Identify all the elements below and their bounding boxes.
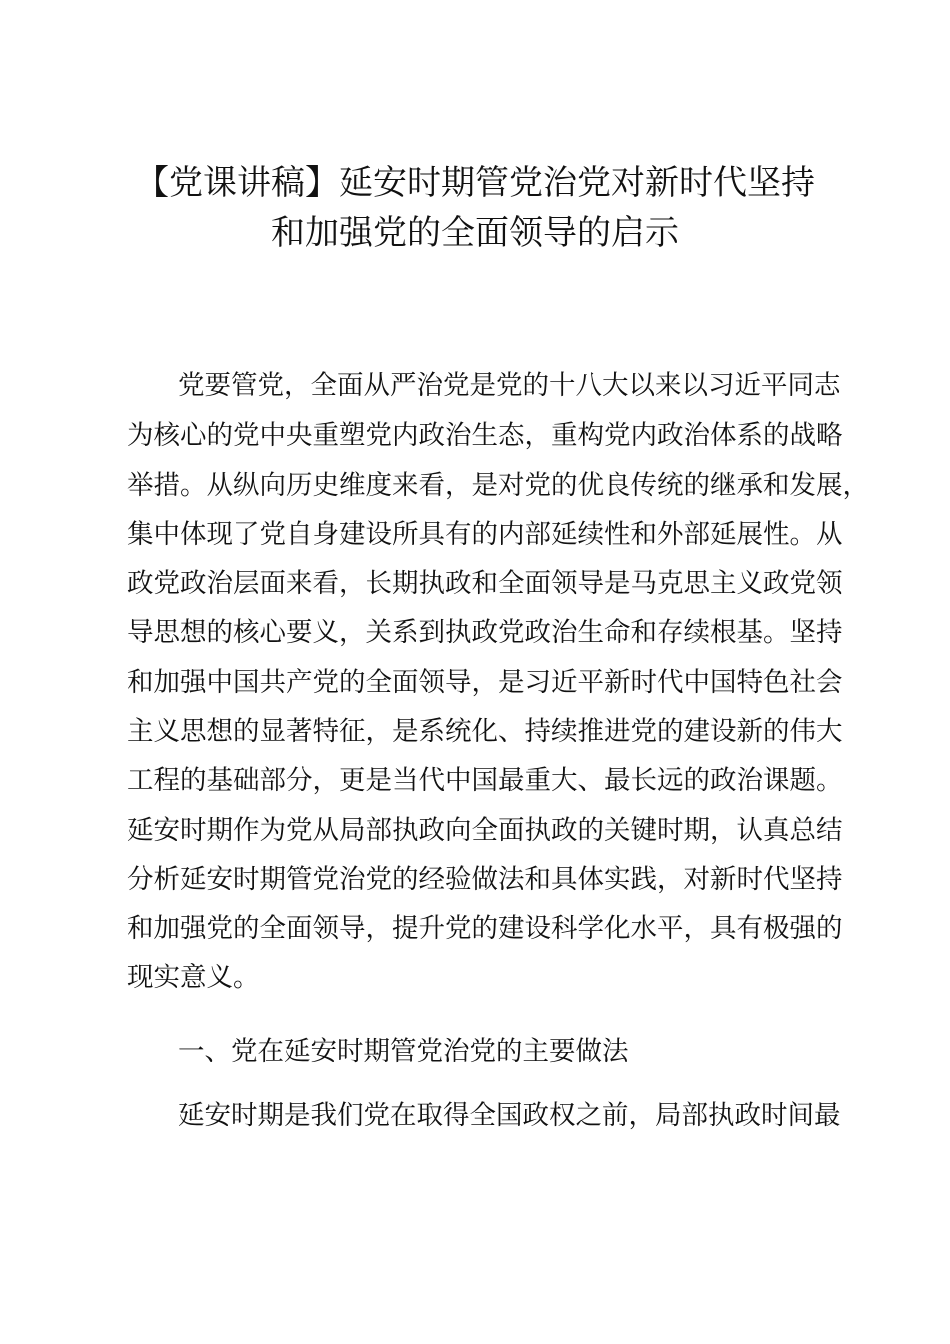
paragraph-line: 集中体现了党自身建设所具有的内部延续性和外部延展性。从 xyxy=(127,519,843,550)
paragraph-line: 为核心的党中央重塑党内政治生态，重构党内政治体系的战略 xyxy=(127,420,843,451)
paragraph-line: 现实意义。 xyxy=(127,962,260,993)
document-title-line-2: 和加强党的全面领导的启示 xyxy=(271,213,679,253)
paragraph-line: 政党政治层面来看，长期执政和全面领导是马克思主义政党领 xyxy=(127,568,843,599)
document-title-line-1: 【党课讲稿】延安时期管党治党对新时代坚持 xyxy=(135,163,815,203)
paragraph-line: 举措。从纵向历史维度来看，是对党的优良传统的继承和发展， xyxy=(127,470,869,501)
section-heading: 一、党在延安时期管党治党的主要做法 xyxy=(178,1036,629,1067)
paragraph-line: 和加强中国共产党的全面领导，是习近平新时代中国特色社会 xyxy=(127,667,843,698)
paragraph-line: 和加强党的全面领导，提升党的建设科学化水平，具有极强的 xyxy=(127,913,843,944)
paragraph-line: 延安时期是我们党在取得全国政权之前，局部执政时间最 xyxy=(178,1100,841,1131)
paragraph-line: 工程的基础部分，更是当代中国最重大、最长远的政治课题。 xyxy=(127,765,843,796)
paragraph-line: 党要管党，全面从严治党是党的十八大以来以习近平同志 xyxy=(178,370,841,401)
paragraph-line: 主义思想的显著特征，是系统化、持续推进党的建设新的伟大 xyxy=(127,716,843,747)
paragraph-line: 分析延安时期管党治党的经验做法和具体实践，对新时代坚持 xyxy=(127,864,843,895)
paragraph-line: 延安时期作为党从局部执政向全面执政的关键时期，认真总结 xyxy=(127,815,843,846)
paragraph-line: 导思想的核心要义，关系到执政党政治生命和存续根基。坚持 xyxy=(127,617,843,648)
